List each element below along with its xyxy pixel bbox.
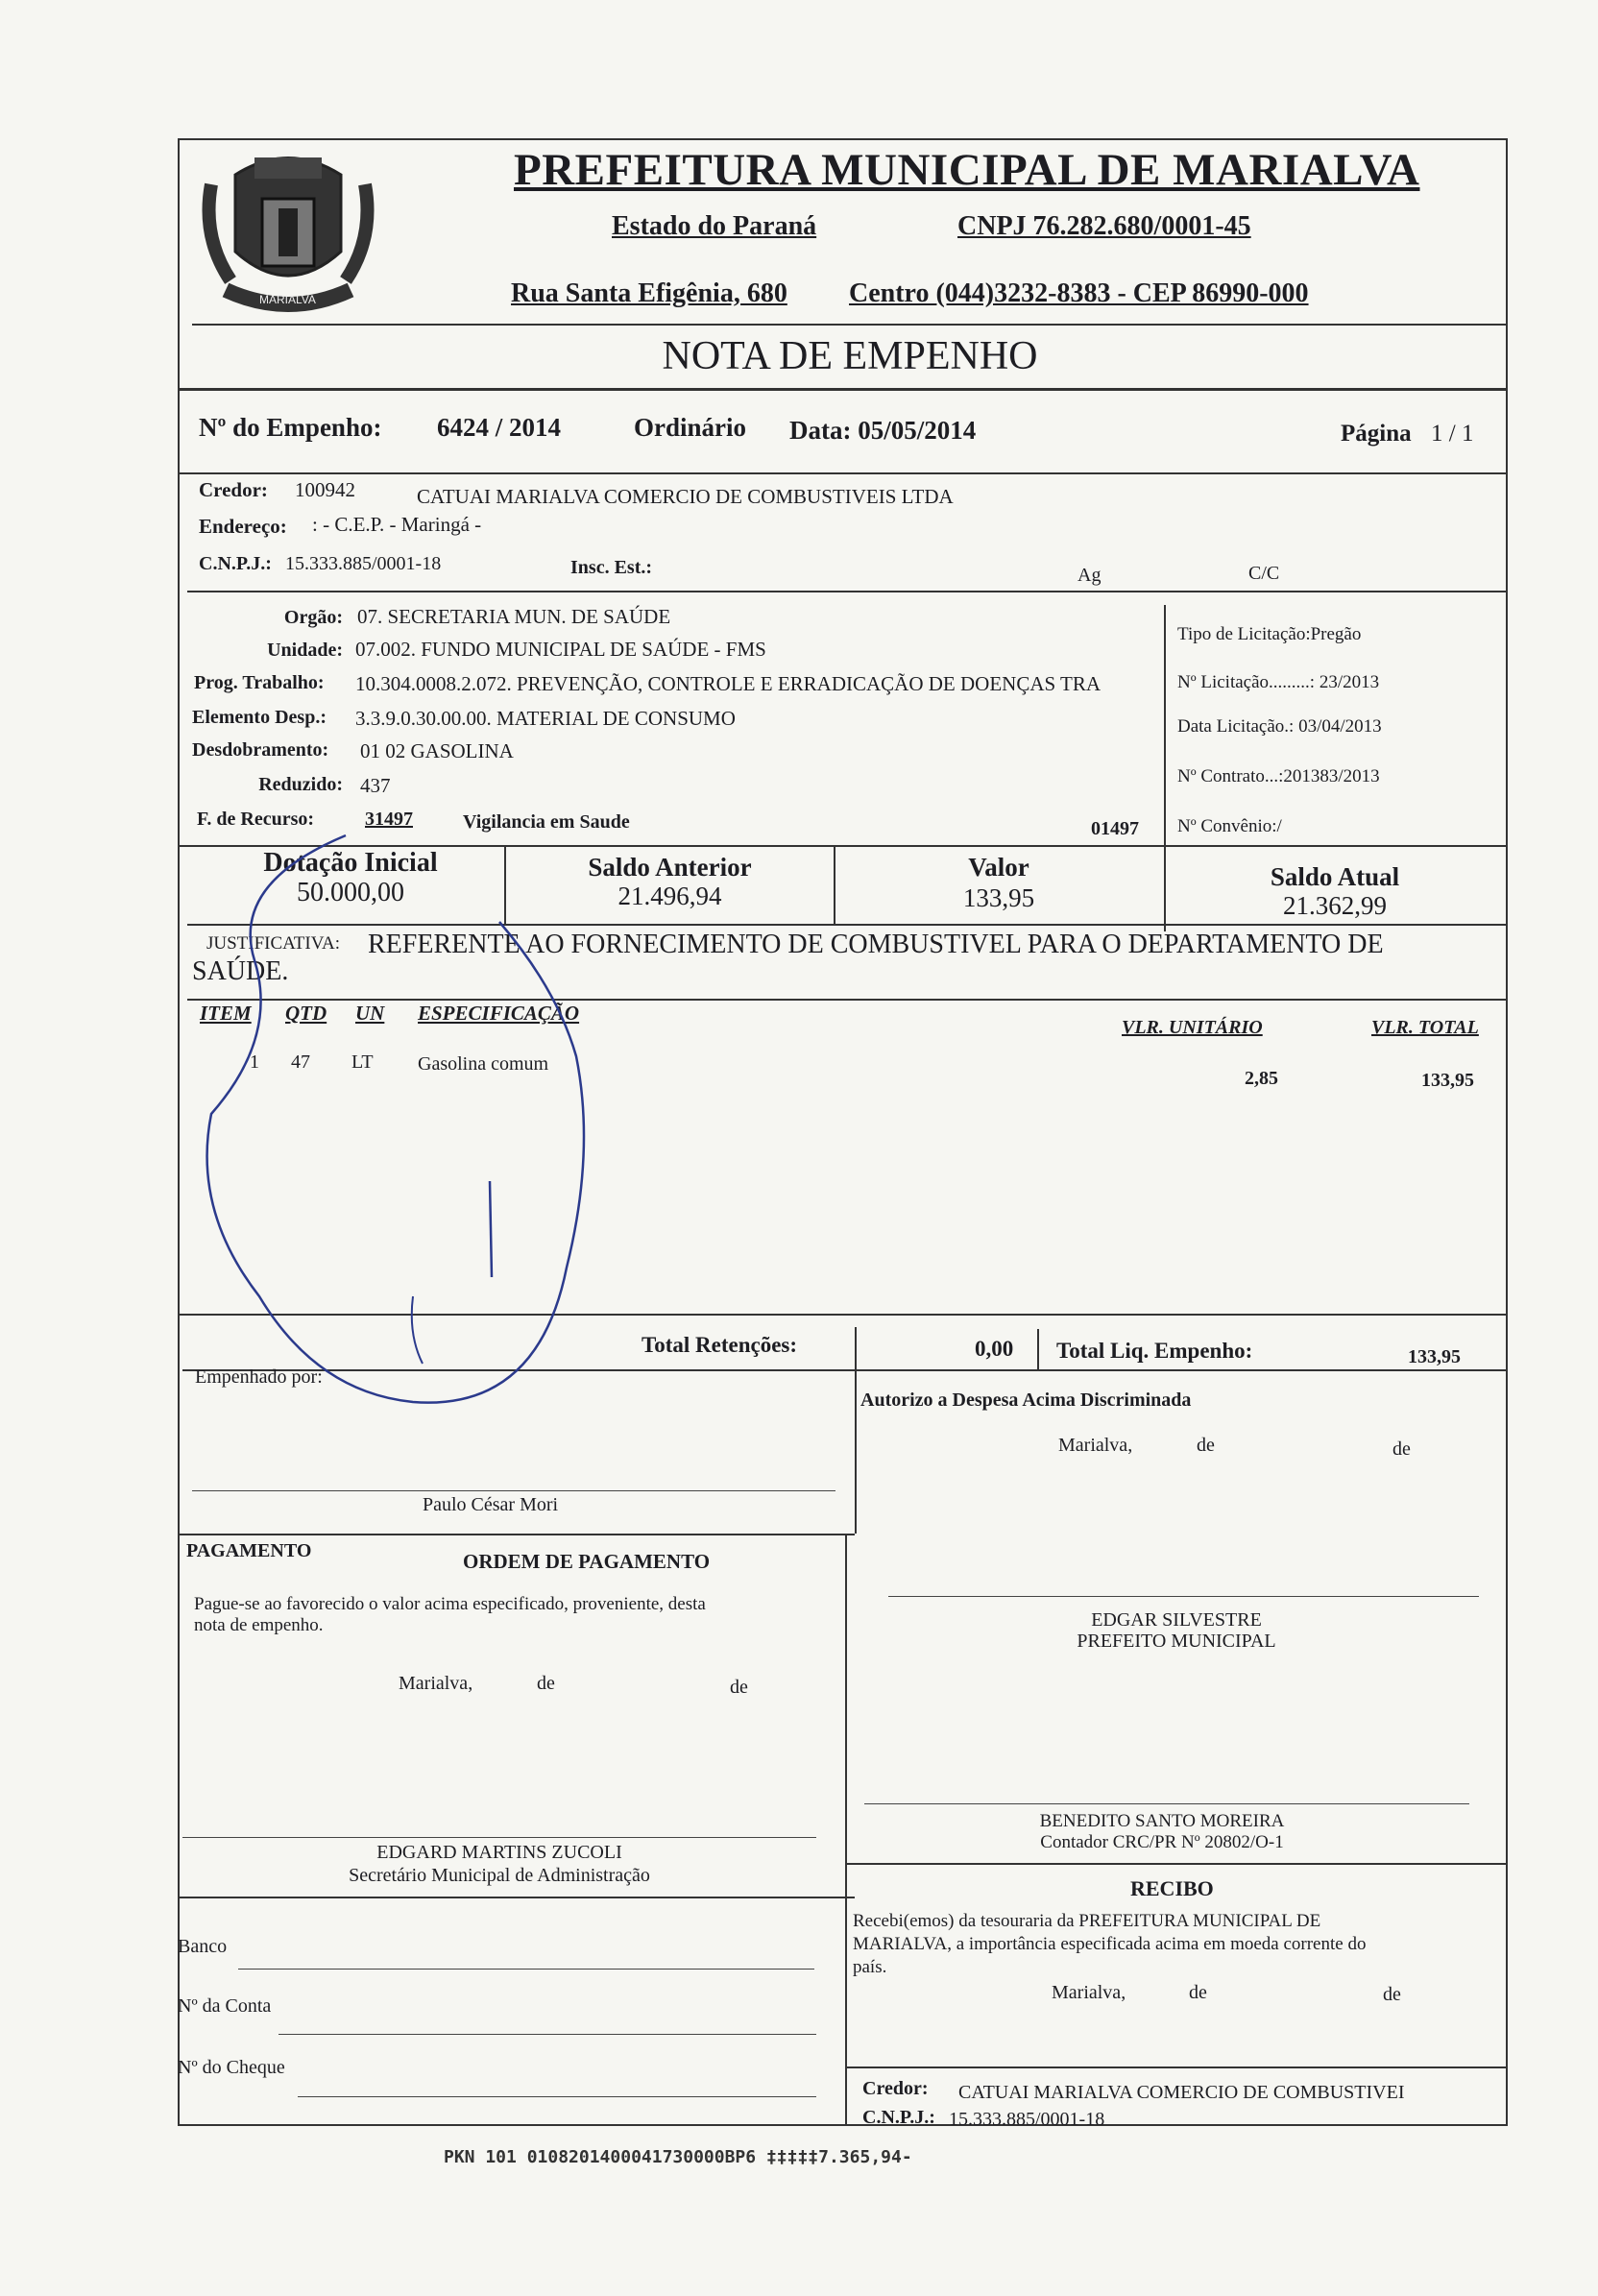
recibo-de1: de (1189, 1982, 1207, 2003)
secretario-name: EDGARD MARTINS ZUCOLI (376, 1842, 622, 1863)
autorizo-place: Marialva, (1058, 1435, 1133, 1456)
prog-trabalho-label: Prog. Trabalho: (194, 672, 325, 693)
reduzido-label: Reduzido: (258, 774, 343, 795)
saldo-anterior-value: 21.496,94 (617, 882, 722, 910)
page-number: 1 / 1 (1431, 421, 1474, 447)
empenhado-name: Paulo César Mori (423, 1494, 559, 1515)
justificativa-line1: REFERENTE AO FORNECIMENTO DE COMBUSTIVEL PARA O DEPARTAMENTO DE (368, 930, 1384, 959)
prefeitura-cnpj: CNPJ 76.282.680/0001-45 (957, 211, 1251, 241)
recibo-line3: país. (853, 1957, 887, 1977)
item-qtd: 47 (291, 1051, 310, 1073)
item-spec: Gasolina comum (418, 1053, 549, 1075)
item-number: 1 (250, 1051, 259, 1073)
autorizo-de1: de (1197, 1435, 1215, 1456)
conta-corrente-label: C/C (1248, 563, 1280, 584)
valor-label: Valor (968, 853, 1029, 882)
pagamento-text-line1: Pague-se ao favorecido o valor acima especificado, proveniente, desta (194, 1594, 706, 1614)
liq-empenho-label: Total Liq. Empenho: (1056, 1339, 1253, 1363)
valor-value: 133,95 (962, 883, 1035, 912)
prefeitura-title: PREFEITURA MUNICIPAL DE MARIALVA (514, 145, 1420, 195)
pagamento-de1: de (537, 1673, 555, 1694)
credor-address: : - C.E.P. - Maringá - (312, 513, 482, 536)
item-total: 133,95 (1421, 1070, 1474, 1091)
recurso-number: 01497 (1091, 818, 1139, 839)
unidade-label: Unidade: (267, 640, 343, 661)
spec-col-header: ESPECIFICAÇÃO (418, 1002, 580, 1025)
vlr-total-col-header: VLR. TOTAL (1371, 1017, 1479, 1038)
justificativa-label: JUSTIFICATIVA: (206, 933, 341, 954)
empenhado-label: Empenhado por: (195, 1366, 323, 1388)
reduzido-value: 437 (360, 774, 391, 797)
recurso-code: 31497 (365, 809, 413, 830)
prefeito-name: EDGAR SILVESTRE (1091, 1609, 1262, 1631)
convenio-numero: Nº Convênio:/ (1177, 816, 1282, 836)
recurso-name: Vigilancia em Saude (463, 811, 630, 833)
elemento-value: 3.3.9.0.30.00.00. MATERIAL DE CONSUMO (355, 707, 736, 730)
recibo-credor-name: CATUAI MARIALVA COMERCIO DE COMBUSTIVEI (958, 2082, 1405, 2103)
credor-name: CATUAI MARIALVA COMERCIO DE COMBUSTIVEIS LTDA (417, 485, 954, 508)
empenho-number-label: Nº do Empenho: (199, 413, 382, 442)
document-title: NOTA DE EMPENHO (662, 334, 1038, 378)
recibo-de2: de (1383, 1984, 1401, 2005)
empenho-number: 6424 / 2014 (437, 413, 562, 442)
desdobramento-value: 01 02 GASOLINA (360, 739, 514, 762)
recibo-label: RECIBO (1130, 1876, 1214, 1900)
recibo-cnpj: 15.333.885/0001-18 (949, 2109, 1105, 2130)
pagamento-place: Marialva, (399, 1673, 473, 1694)
pagamento-text-line2: nota de empenho. (194, 1615, 324, 1635)
qtd-col-header: QTD (285, 1002, 327, 1025)
insc-est-label: Insc. Est.: (570, 557, 653, 578)
prefeitura-address: Rua Santa Efigênia, 680 (511, 278, 787, 308)
empenho-date: Data: 05/05/2014 (789, 416, 977, 445)
unidade-value: 07.002. FUNDO MUNICIPAL DE SAÚDE - FMS (355, 638, 766, 661)
secretario-title: Secretário Municipal de Administração (349, 1865, 650, 1886)
recibo-cnpj-label: C.N.P.J.: (862, 2107, 935, 2128)
ordem-pagamento-label: ORDEM DE PAGAMENTO (463, 1550, 711, 1573)
item-col-header: ITEM (200, 1002, 252, 1025)
page-label: Página (1341, 421, 1412, 447)
contador-name: BENEDITO SANTO MOREIRA (1039, 1811, 1285, 1831)
un-col-header: UN (355, 1002, 385, 1025)
credor-cnpj-label: C.N.P.J.: (199, 553, 272, 574)
desdobramento-label: Desdobramento: (192, 739, 329, 761)
credor-cnpj: 15.333.885/0001-18 (285, 553, 442, 574)
dotacao-label: Dotação Inicial (263, 848, 438, 878)
recibo-line2: MARIALVA, a importância especificada acima em moeda corrente do (853, 1934, 1367, 1954)
recibo-credor-label: Credor: (862, 2078, 929, 2099)
credor-code: 100942 (295, 478, 355, 501)
retencoes-label: Total Retenções: (642, 1333, 798, 1357)
justificativa-line2: SAÚDE. (192, 956, 289, 986)
credor-label: Credor: (199, 478, 268, 501)
contrato-numero: Nº Contrato...:201383/2013 (1177, 766, 1380, 786)
recibo-place: Marialva, (1052, 1982, 1126, 2003)
licitacao-data: Data Licitação.: 03/04/2013 (1177, 716, 1382, 737)
recibo-line1: Recebi(emos) da tesouraria da PREFEITURA MUNICIPAL DE (853, 1911, 1321, 1931)
state-name: Estado do Paraná (612, 211, 817, 241)
address-label: Endereço: (199, 515, 287, 538)
vlr-unitario-col-header: VLR. UNITÁRIO (1122, 1017, 1263, 1038)
licitacao-tipo: Tipo de Licitação:Pregão (1177, 624, 1362, 644)
retencoes-value: 0,00 (975, 1337, 1014, 1361)
item-un: LT (351, 1051, 374, 1073)
saldo-atual-value: 21.362,99 (1283, 891, 1387, 920)
dotacao-value: 50.000,00 (297, 878, 404, 907)
autorizo-label: Autorizo a Despesa Acima Discriminada (860, 1390, 1192, 1411)
conta-label: Nº da Conta (178, 1995, 272, 2017)
liq-empenho-value: 133,95 (1408, 1346, 1461, 1367)
elemento-label: Elemento Desp.: (192, 707, 327, 728)
empenho-type: Ordinário (634, 413, 747, 442)
cheque-label: Nº do Cheque (178, 2057, 285, 2078)
orgao-value: 07. SECRETARIA MUN. DE SAÚDE (357, 605, 671, 628)
banco-label: Banco (178, 1936, 228, 1957)
orgao-label: Orgão: (283, 607, 343, 628)
prefeitura-contact: Centro (044)3232-8383 - CEP 86990-000 (849, 278, 1309, 308)
footer-code: PKN 101 0108201400041730000BP6 ‡‡‡‡‡7.365,94- (444, 2147, 912, 2167)
pagamento-de2: de (730, 1677, 748, 1698)
agencia-label: Ag (1077, 565, 1102, 586)
item-unit-price: 2,85 (1245, 1068, 1278, 1089)
licitacao-numero: Nº Licitação.........: 23/2013 (1177, 672, 1380, 692)
saldo-anterior-label: Saldo Anterior (588, 853, 752, 882)
prefeito-title: PREFEITO MUNICIPAL (1077, 1631, 1276, 1652)
contador-title: Contador CRC/PR Nº 20802/O-1 (1040, 1832, 1284, 1852)
autorizo-de2: de (1392, 1438, 1411, 1460)
pagamento-label: PAGAMENTO (186, 1540, 312, 1561)
recurso-label: F. de Recurso: (197, 809, 315, 830)
prog-trabalho-value: 10.304.0008.2.072. PREVENÇÃO, CONTROLE E ERRADICAÇÃO DE DOENÇAS TRA (355, 672, 1102, 695)
seal-text: MARIALVA (259, 293, 316, 306)
saldo-atual-label: Saldo Atual (1270, 862, 1400, 891)
